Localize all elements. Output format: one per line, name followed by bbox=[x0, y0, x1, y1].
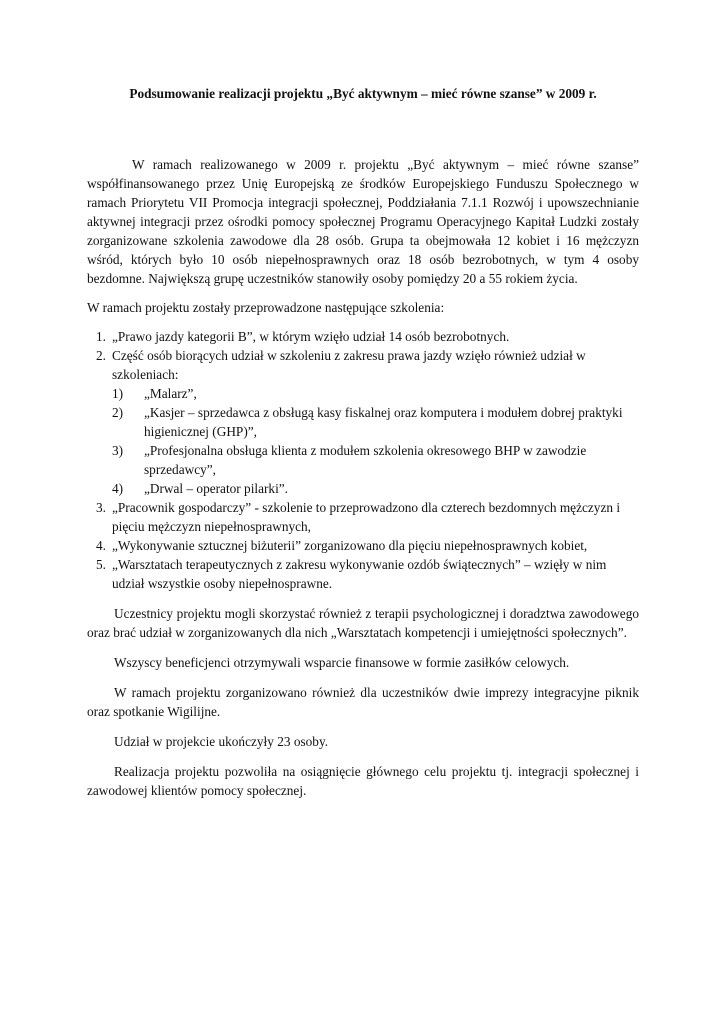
list-item-text: „Wykonywanie sztucznej biżuterii” zorganizowano dla pięciu niepełnosprawnych kobiet, bbox=[112, 538, 588, 553]
sub-list-item-number: 4) bbox=[112, 481, 124, 496]
paragraph-events: W ramach projektu zorganizowano również dla uczestników dwie imprezy integracyjne piknik oraz spotkanie Wigilijne. bbox=[87, 685, 639, 719]
sub-list-item-number: 3) bbox=[112, 443, 124, 458]
paragraph-financial-support: Wszyscy beneficjenci otrzymywali wsparcie finansowe w formie zasiłków celowych. bbox=[114, 655, 570, 670]
sub-list-item bbox=[112, 384, 639, 403]
sub-list-item bbox=[112, 403, 639, 441]
paragraph-therapy: Uczestnicy projektu mogli skorzystać również z terapii psychologicznej i doradztwa zawodowego oraz brać udział w zorganizowanych dla nich „Warsztatach kompetencji i umiejętności społecznych”. bbox=[87, 606, 639, 640]
paragraph-outcome: Realizacja projektu pozwoliła na osiągnięcie głównego celu projektu tj. integracji społecznej i zawodowej klientów pomocy społecznej. bbox=[87, 764, 639, 798]
list-item bbox=[87, 555, 639, 593]
list-item bbox=[87, 346, 639, 498]
paragraph-completion: Udział w projekcie ukończyły 23 osoby. bbox=[114, 734, 329, 749]
list-item-number: 4. bbox=[96, 538, 106, 553]
list-item bbox=[87, 327, 639, 346]
list-item-text: „Warsztatach terapeutycznych z zakresu wykonywanie ozdób świątecznych” – wzięły w nim udział wszystkie osoby niepełnosprawne. bbox=[112, 557, 607, 591]
sub-list-item-number: 1) bbox=[112, 386, 124, 401]
list-item-number: 2. bbox=[96, 348, 106, 363]
sub-list-item bbox=[112, 441, 639, 479]
sub-list-item bbox=[112, 479, 639, 498]
list-item-number: 5. bbox=[96, 557, 106, 572]
list-item bbox=[87, 536, 639, 555]
sub-list-item-text: „Profesjonalna obsługa klienta z modułem szkolenia okresowego BHP w zawodzie sprzedawcy”, bbox=[144, 443, 587, 477]
sub-list-item-text: „Malarz”, bbox=[144, 386, 197, 401]
training-list bbox=[87, 327, 639, 593]
sub-list-item-number: 2) bbox=[112, 405, 124, 420]
list-item bbox=[87, 498, 639, 536]
sub-list-item-text: „Drwal – operator pilarki”. bbox=[144, 481, 288, 496]
list-item-number: 1. bbox=[96, 329, 106, 344]
list-item-text: „Prawo jazdy kategorii B”, w którym wzięło udział 14 osób bezrobotnych. bbox=[112, 329, 510, 344]
list-item-text: Część osób biorących udział w szkoleniu z zakresu prawa jazdy wzięło również udział w szkoleniach: bbox=[112, 348, 586, 382]
list-intro: W ramach projektu zostały przeprowadzone następujące szkolenia: bbox=[87, 300, 445, 315]
list-item-number: 3. bbox=[96, 500, 106, 515]
intro-paragraph: W ramach realizowanego w 2009 r. projektu „Być aktywnym – mieć równe szanse” współfinansowanego przez Unię Europejską ze środków Europejskiego Funduszu Społecznego w ramach Priorytetu VII Promocja integracji społecznej, Poddziałania 7.1.1 Rozwój i upowszechnianie aktywnej integracji przez ośrodki pomocy społecznej Programu Operacyjnego Kapitał Ludzki zostały zorganizowane szkolenia zawodowe dla 28 osób. Grupa ta obejmowała 12 kobiet i 16 mężczyzn wśród, których było 10 osób niepełnosprawnych oraz 18 osób bezrobotnych, w tym 4 osoby bezdomne. Największą grupę uczestników stanowiły osoby pomiędzy 20 a 55 rokiem życia. bbox=[87, 157, 639, 286]
document-title: Podsumowanie realizacji projektu „Być aktywnym – mieć równe szanse” w 2009 r. bbox=[129, 86, 597, 101]
sub-list-item-text: „Kasjer – sprzedawca z obsługą kasy fiskalnej oraz komputera i modułem dobrej praktyki higienicznej (GHP)”, bbox=[144, 405, 623, 439]
sub-list bbox=[112, 384, 639, 498]
list-item-text: „Pracownik gospodarczy” - szkolenie to przeprowadzono dla czterech bezdomnych mężczyzn i pięciu mężczyzn niepełnosprawnych, bbox=[112, 500, 621, 534]
